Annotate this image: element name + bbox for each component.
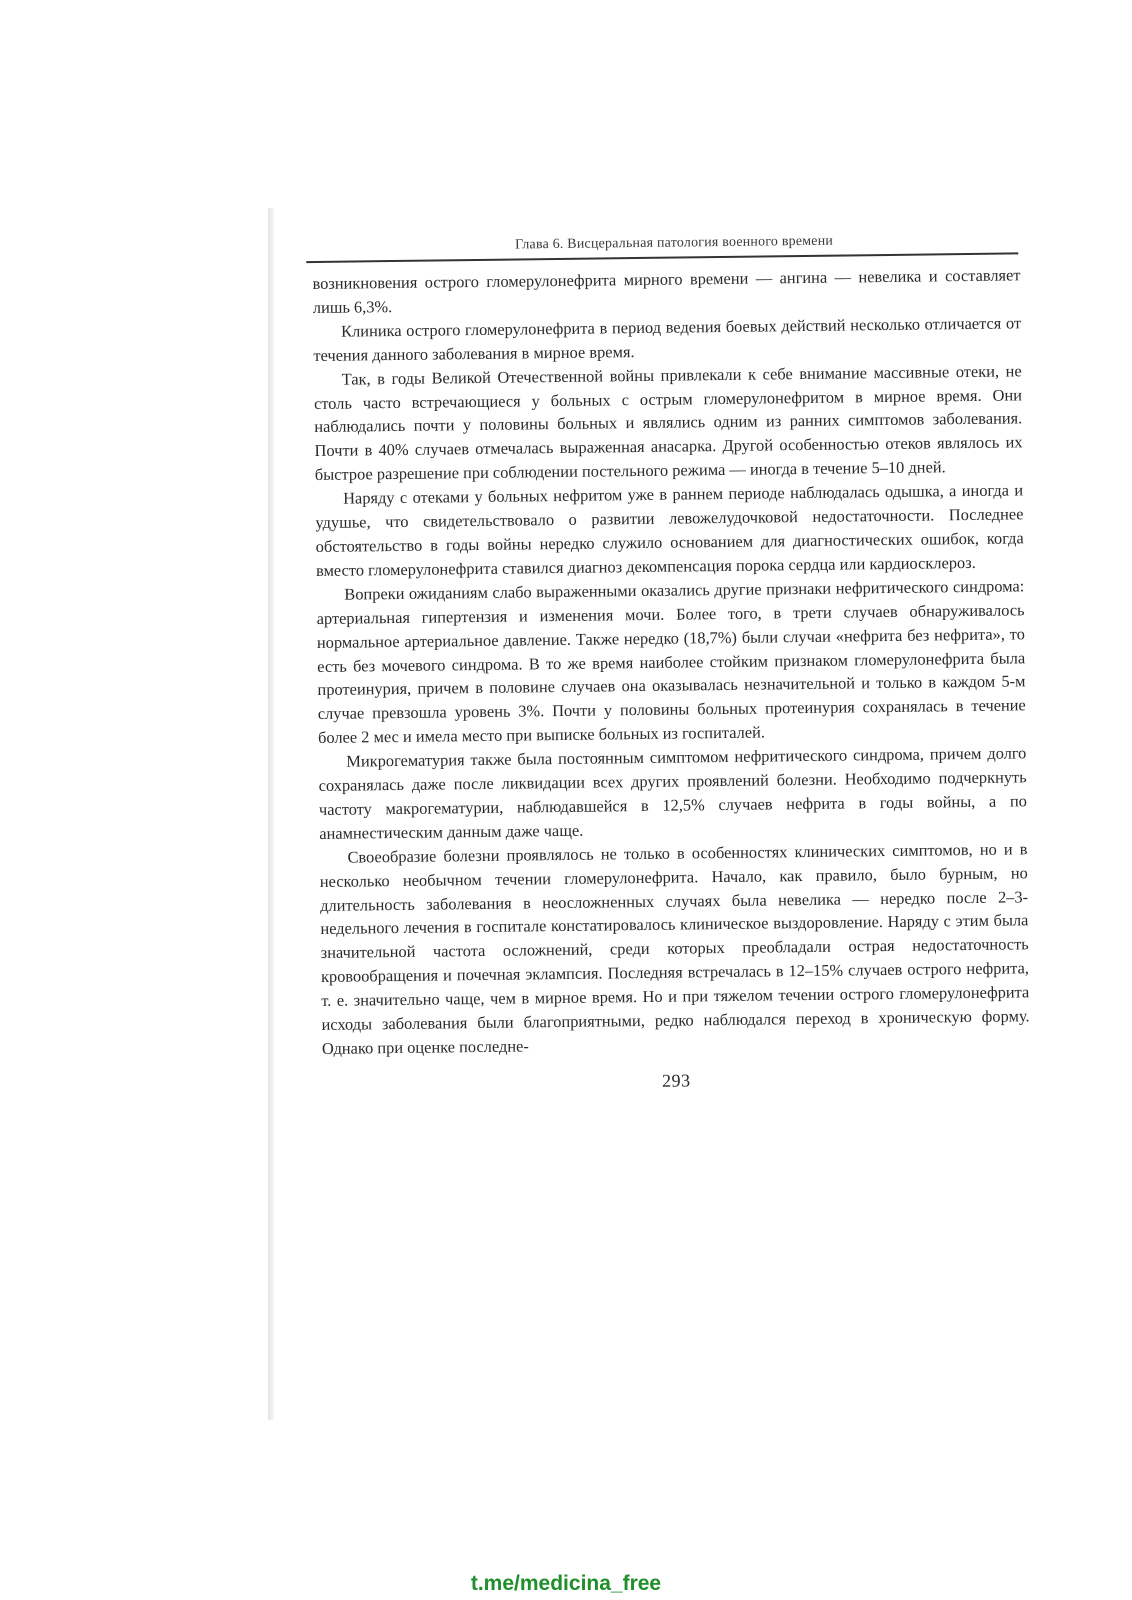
book-page <box>312 231 1034 1400</box>
page-number: 293 <box>661 1070 691 1091</box>
paragraph: Клиника острого гломерулонефрита в период ведения боевых действий несколько отличается от течения данного заболевания в мирное время. <box>313 313 1022 365</box>
running-head: Глава 6. Висцеральная патология военного времени <box>514 233 834 253</box>
paragraph: возникновения острого гломерулонефрита мирного времени — ангина — невелика и составляет лишь 6,3%. <box>312 265 1021 317</box>
body-text <box>312 263 1030 1060</box>
paragraph: Так, в годы Великой Отечественной войны привлекали к себе внимание массивные отеки, не столь часто встречающиеся у больных с острым гломерулонефритом в мирное время. Они наблюдались почти у половины больных и являлись одним из ранних симптомов заболевания. Почти в 40% случаев отмечалась выраженная анасарка. Другой особенностью отеков являлось их быстрое разрешение при соблюдении постельного режима — иногда в течение 5–10 дней. <box>313 360 1023 485</box>
book-spine-shadow <box>268 208 274 1420</box>
paragraph: Микрогематурия также была постоянным симптомом нефритического синдрома, причем долго сохранялась даже после ликвидации всех других проявлений болезни. Необходимо подчеркнуть частоту макрогематурии, наблюдавшейся в 12,5% случаев нефрита в годы войны, а по анамнестическим данным даже чаще. <box>318 743 1028 843</box>
paragraph: Наряду с отеками у больных нефритом уже в раннем периоде наблюдалась одышка, а иногда и удушье, что свидетельствовало о развитии левожелудочковой недостаточности. Последнее обстоятельство в годы войны нередко служило основанием для диагностических ошибок, когда вместо гломерулонефрита ставился диагноз декомпенсация порока сердца или кардиосклероз. <box>315 480 1024 580</box>
paragraph: Вопреки ожиданиям слабо выраженными оказались другие признаки нефритического синдрома: артериальная гипертензия и изменения мочи. Более того, в трети случаев обнаруживалось нормальное артериальное давление. Также нередко (18,7%) были случаи «нефрита без нефрита», то есть без мочевого синдрома. В то же время наиболее стойким признаком гломерулонефрита была протеинурия, причем в половине случаев она оказывалась незначительной и только в каждом 5-м случае превзошла уровень 3%. Почти у половины больных протеинурия сохранялась в течение более 2 мес и имела место при выписке больных из госпиталей. <box>316 576 1026 748</box>
footer-link[interactable]: t.me/medicina_free <box>470 1572 662 1595</box>
paragraph: Своеобразие болезни проявлялось не только в особенностях клинических симптомов, но и в несколько необычном течении гломерулонефрита. Начало, как правило, было бурным, но длительность заболевания в неосложненных случаях была невелика — нередко после 2–3-недельного лечения в госпитале констатировалось клиническое выздоровление. Наряду с этим была значительной частота осложнений, среди которых преобладали острая недостаточность кровообращения и почечная эклампсия. Последняя встречалась в 12–15% случаев острого нефрита, т. е. значительно чаще, чем в мирное время. Но и при тяжелом течении острого гломерулонефрита исходы заболевания были благоприятными, редко наблюдался переход в хроническую форму. Однако при оценке последне- <box>319 839 1030 1058</box>
